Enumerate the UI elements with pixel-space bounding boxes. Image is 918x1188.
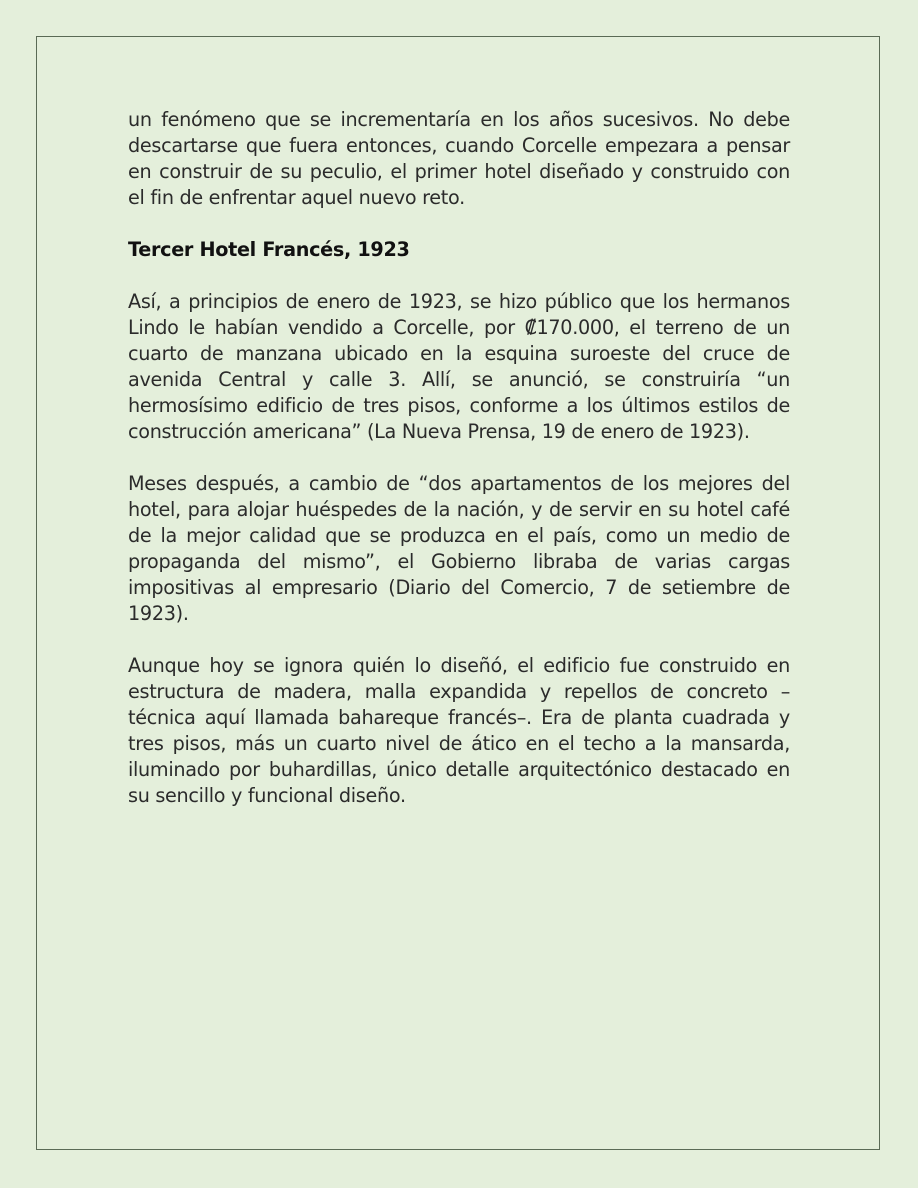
paragraph-building-design: Aunque hoy se ignora quién lo diseñó, el edificio fue construido en estructura de madera, malla expandida y repellos de concreto –técnica aquí llamada bahareque francés–. Era de planta cuadrada y tres pisos, más un cuarto nivel de ático en el techo a la mansarda, iluminado por buhardillas, único detalle arquitectónico destacado en su sencillo y funcional diseño.	[128, 654, 790, 807]
paragraph-land-sale: Así, a principios de enero de 1923, se hizo público que los hermanos Lindo le habían vendido a Corcelle, por ₡170.000, el terreno de un cuarto de manzana ubicado en la esquina suroeste del cruce de avenida Central y calle 3. Allí, se anunció, se construiría “un hermosísimo edificio de tres pisos, conforme a los últimos estilos de construcción americana” (La Nueva Prensa, 19 de enero de 1923).	[128, 290, 790, 443]
section-heading: Tercer Hotel Francés, 1923	[128, 238, 410, 261]
paragraph-intro: un fenómeno que se incrementaría en los años sucesivos. No debe descartarse que fuera entonces, cuando Corcelle empezara a pensar en construir de su peculio, el primer hotel diseñado y construido con el fin de enfrentar aquel nuevo reto.	[128, 108, 790, 209]
paragraph-tax-exemption: Meses después, a cambio de “dos apartamentos de los mejores del hotel, para alojar huéspedes de la nación, y de servir en su hotel café de la mejor calidad que se produzca en el país, como un medio de propaganda del mismo”, el Gobierno libraba de varias cargas impositivas al empresario (Diario del Comercio, 7 de setiembre de 1923).	[128, 472, 790, 625]
document-body	[128, 107, 790, 835]
